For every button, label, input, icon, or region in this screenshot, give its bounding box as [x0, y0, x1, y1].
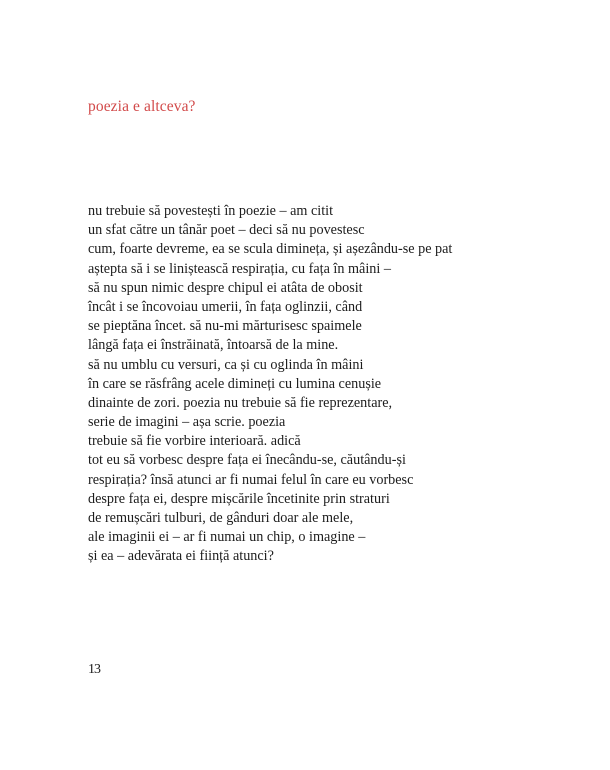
poem-line: trebuie să fie vorbire interioară. adică [88, 433, 301, 450]
poem-body [88, 202, 452, 567]
poem-line: se pieptăna încet. să nu-mi mărturisesc spaimele [88, 318, 362, 335]
poem-line: tot eu să vorbesc despre fața ei înecându-se, căutându-și [88, 452, 406, 469]
poem-line: în care se răsfrâng acele dimineți cu lumina cenușie [88, 375, 382, 392]
page-number: 13 [88, 662, 100, 677]
poem-line: despre fața ei, despre mișcările încetinite prin straturi [88, 490, 390, 507]
poem-line: un sfat către un tânăr poet – deci să nu povestesc [88, 222, 365, 239]
poem-line: lângă fața ei înstrăinată, întoarsă de la mine. [88, 337, 339, 354]
poem-line: să nu spun nimic despre chipul ei atâta de obosit [88, 279, 363, 296]
poem-line: aștepta să i se liniștească respirația, cu fața în mâini – [88, 260, 391, 277]
poem-title: poezia e altceva? [88, 98, 196, 115]
poem-line: respirația? însă atunci ar fi numai felul în care eu vorbesc [88, 471, 414, 488]
poem-line: încât i se încovoiau umerii, în fața oglinzii, când [88, 298, 363, 315]
poem-line: nu trebuie să povestești în poezie – am citit [88, 203, 334, 219]
poem-line: serie de imagini – așa scrie. poezia [88, 414, 286, 431]
poem-line: și ea – adevărata ei ființă atunci? [88, 548, 274, 565]
poem-line: dinainte de zori. poezia nu trebuie să fie reprezentare, [88, 394, 393, 411]
poem-line: de remușcări tulburi, de gânduri doar ale mele, [88, 510, 354, 526]
poem-line: cum, foarte devreme, ea se scula dimineța, și așezându-se pe pat [88, 241, 453, 258]
poem-line: să nu umblu cu versuri, ca și cu oglinda în mâini [88, 356, 364, 373]
poem-line: ale imaginii ei – ar fi numai un chip, o imagine – [88, 529, 366, 546]
